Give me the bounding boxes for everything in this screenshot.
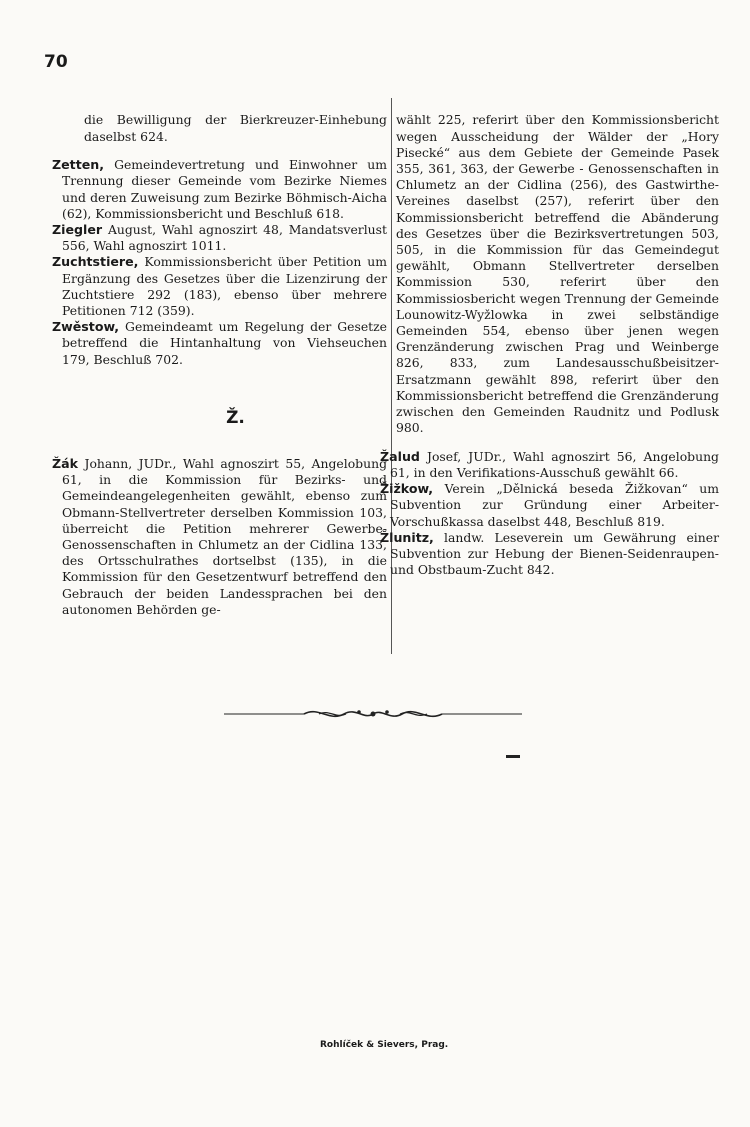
- entry-head: Žák: [52, 456, 79, 472]
- entry-head: Ziegler: [52, 222, 103, 237]
- entry-head: Žižkow,: [380, 481, 434, 497]
- entry-head: Zetten,: [52, 157, 105, 173]
- entry-head: Zwěstow,: [52, 319, 120, 335]
- ornament-divider-icon: [224, 702, 522, 726]
- entry-head: Žalud: [380, 448, 420, 464]
- entry-text: August, Wahl agnoszirt 48, Mandatsverlust 556, Wahl agnoszirt 1011.: [62, 222, 387, 254]
- index-entry: [52, 222, 387, 254]
- index-entry: [52, 456, 387, 618]
- index-entry: [52, 157, 387, 222]
- entry-text: Gemeindeamt um Regelung der Gesetze betreffend die Hintanhaltung von Viehseuchen 179, Beschluß 702.: [62, 319, 387, 367]
- section-letter: Ž.: [226, 407, 245, 428]
- left-column: [52, 100, 387, 618]
- continuation-text: die Bewilligung der Bierkreuzer-Einhebung daselbst 624.: [84, 112, 387, 144]
- index-entry: [380, 481, 719, 530]
- entry-head: Žlunitz,: [380, 529, 434, 545]
- index-entry: [52, 319, 387, 368]
- entry-head: Zuchtstiere,: [52, 254, 139, 270]
- printer-imprint: Rohlíček & Sievers, Prag.: [320, 1040, 449, 1050]
- right-column: [380, 100, 719, 578]
- entry-text: Kommissionsbericht über Petition um Ergänzung des Gesetzes über die Lizenzirung der Zuchtstiere 292 (183), ebenso über mehrere Petitionen 712 (359).: [62, 254, 387, 319]
- index-entry: [380, 530, 719, 579]
- entry-text: Johann, JUDr., Wahl agnoszirt 55, Angelobung 61, in die Kommission für Bezirks- und Gemeindeangelegenheiten gewählt, ebenso zum Obmann-Stellvertreter derselben Kommission 103, überreicht die Petition mehrerer Gewerbe-Genossenschaften in Chlumetz an der Cidlina 133, des Ortsschulrathes dortselbst (135), in die Kommission für den Gesetzentwurf betreffend den Gebrauch der beiden Landessprachen bei den autonomen Behörden ge-: [62, 456, 387, 617]
- index-entry: [380, 449, 719, 481]
- continuation-text: wählt 225, referirt über den Kommissionsbericht wegen Ausscheidung der Wälder der „Hory Pisecké“ aus dem Gebiete der Gemeinde Pasek 355, 361, 363, der Gewerbe - Genossenschaften in Chlumetz an der Cidlina (256), des Gastwirthe-Vereines daselbst (257), referirt über den Kommissionsbericht betreffend die Abänderung des Gesetzes über die Bezirksvertretungen 503, 505, in die Kommission für das Gemeindegut gewählt, Obmann Stellvertreter derselben Kommission 530, referirt über den Kommissiosbericht wegen Trennung der Gemeinde Lounowitz-Wyžlowka in zwei selbständige Gemeinden 554, ebenso über jenen wegen Grenzänderung zwischen Prag und Weinberge 826, 833, zum Landesausschußbeisitzer-Ersatzmann gewählt 898, referirt über den Kommissionsbericht betreffend die Grenzänderung zwischen den Gemeinden Raudnitz und Podlusk 980.: [396, 112, 719, 436]
- stray-mark: [506, 755, 520, 758]
- entry-text: Josef, JUDr., Wahl agnoszirt 56, Angelobung 61, in den Verifikations-Ausschuß gewählt 66.: [390, 448, 719, 481]
- entry-text: Gemeindevertretung und Einwohner um Trennung dieser Gemeinde vom Bezirke Niemes und deren Zuweisung zum Bezirke Böhmisch-Aicha (62), Kommissionsbericht und Beschluß 618.: [62, 157, 387, 221]
- index-entry: [52, 254, 387, 319]
- entry-text: landw. Leseverein um Gewährung einer Subvention zur Hebung der Bienen-Seidenraupen- und Obstbaum-Zucht 842.: [390, 529, 719, 578]
- entry-text: Verein „Dělnická beseda Žižkovan“ um Subvention zur Gründung einer Arbeiter-Vorschußkassa daselbst 448, Beschluß 819.: [390, 481, 719, 529]
- page-number: 70: [44, 52, 68, 72]
